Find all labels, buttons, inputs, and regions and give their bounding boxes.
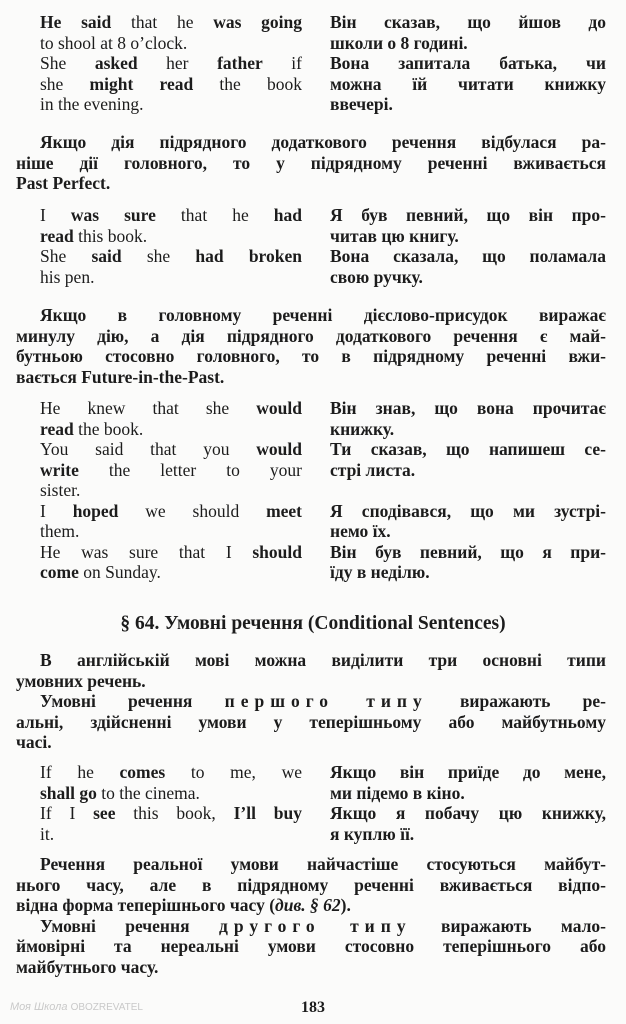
rule-paragraph	[16, 650, 606, 753]
bold-term: said	[81, 12, 112, 32]
english-examples	[40, 205, 302, 287]
bold-term: broken	[248, 246, 302, 266]
ukrainian-translations	[330, 398, 606, 583]
emphasized-term: типу	[366, 691, 428, 711]
bold-term: should	[252, 541, 302, 562]
text-line: ми підемо в кіно.	[330, 782, 465, 803]
text-line: If he comes to me, we	[40, 762, 302, 782]
emphasized-term: першого	[224, 691, 334, 711]
text-line: You said that you would	[40, 439, 302, 459]
text-line: ввечері.	[330, 94, 393, 114]
text-line: I hoped we should meet	[40, 500, 302, 521]
bold-term: meet	[266, 500, 302, 521]
bold-term: was	[70, 205, 100, 225]
bold-term: write	[40, 459, 79, 480]
english-examples	[40, 398, 302, 583]
text-line: sister.	[40, 480, 81, 500]
bold-term: going	[261, 12, 302, 32]
page-number: 183	[301, 999, 325, 1016]
text-line: Якщо дія підрядного додаткового речення відбулася ра-	[40, 132, 606, 152]
text-line: I was sure that he had	[40, 205, 302, 225]
text-line: Умовні речення першого типу виражають ре-	[40, 691, 606, 711]
bold-term: buy	[273, 803, 302, 823]
bold-term: shall	[40, 782, 76, 803]
section-heading: § 64. Умовні речення (Conditional Sentences)	[120, 613, 506, 634]
text-line: я куплю її.	[330, 823, 415, 844]
text-line: She asked her father if	[40, 53, 302, 73]
english-examples	[40, 762, 302, 844]
text-line: школи о 8 годині.	[330, 32, 468, 53]
bold-term: would	[256, 398, 302, 418]
text-line: to shool at 8 o’clock.	[40, 32, 188, 53]
text-line: ймовірні та нереальні умови стосовно теперішнього або	[16, 936, 606, 956]
watermark	[10, 1000, 143, 1015]
text-line: He was sure that I should	[40, 541, 302, 562]
bold-term: asked	[94, 53, 138, 73]
text-line: If I see this book, I’ll buy	[40, 803, 302, 823]
text-line: read the book.	[40, 418, 144, 439]
text-line: He knew that she would	[40, 398, 302, 418]
text-line: She said she had broken	[40, 246, 302, 266]
rule-paragraph	[16, 132, 606, 194]
bold-term: father	[217, 53, 263, 73]
cross-reference: див. § 62	[275, 895, 341, 915]
text-line: майбутнього часу.	[16, 956, 159, 977]
text-line: she might read the book	[40, 73, 302, 94]
bold-term: might	[89, 73, 134, 94]
text-line: минулу дію, а дія підрядного додаткового речення є май-	[16, 325, 606, 346]
bold-term: come	[40, 562, 79, 582]
watermark-brand: OBOZREVATEL	[70, 1002, 143, 1013]
text-line: shall go to the cinema.	[40, 782, 200, 803]
text-line: вається Future-in-the-Past.	[16, 366, 225, 387]
text-line: Я був певний, що він про-	[330, 205, 606, 225]
text-line: write the letter to your	[40, 459, 302, 480]
text-line: умовних речень.	[16, 670, 146, 691]
bold-term: He	[40, 12, 62, 32]
ukrainian-translations	[330, 762, 606, 844]
text-line: Якщо він приїде до мене,	[330, 762, 606, 782]
bold-term: read	[40, 418, 74, 439]
text-line: Якщо в головному реченні дієслово-присудок виражає	[40, 305, 606, 325]
ukrainian-translations	[330, 205, 606, 287]
text-line: read this book.	[40, 225, 148, 246]
text-line: немо їх.	[330, 521, 391, 541]
bold-term: comes	[119, 762, 166, 782]
text-line: it.	[40, 823, 55, 844]
bold-term: had	[195, 246, 224, 266]
text-line: нього часу, але в підрядному реченні вживається відпо-	[16, 874, 606, 895]
text-line: Вона запитала батька, чи	[330, 53, 606, 73]
bold-term: I’ll	[233, 803, 256, 823]
text-line	[330, 480, 606, 501]
bold-term: read	[40, 225, 74, 246]
text-line: Я сподівався, що ми зустрі-	[330, 500, 606, 521]
text-line: Ти сказав, що напишеш се-	[330, 439, 606, 459]
bold-term: would	[256, 439, 302, 459]
text-line: come on Sunday.	[40, 562, 161, 582]
bold-term: sure	[124, 205, 156, 225]
rule-paragraph	[16, 305, 606, 387]
text-line: їду в неділю.	[330, 562, 430, 582]
text-line: He said that he was going	[40, 12, 302, 32]
bold-term: said	[91, 246, 122, 266]
text-line: Речення реальної умови найчастіше стосуються майбут-	[40, 854, 606, 874]
text-line: Вона сказала, що поламала	[330, 246, 606, 266]
bold-term: had	[273, 205, 302, 225]
rule-paragraph	[16, 854, 606, 977]
english-examples	[40, 12, 302, 115]
text-line: читав цю книгу.	[330, 225, 459, 246]
text-line: свою ручку.	[330, 266, 423, 287]
text-line: часі.	[16, 732, 52, 752]
text-line: his pen.	[40, 266, 95, 287]
text-line: Past Perfect.	[16, 173, 111, 193]
text-line: стрі листа.	[330, 459, 416, 480]
text-line: Він був певний, що я при-	[330, 541, 606, 562]
text-line: Він знав, що вона прочитає	[330, 398, 606, 418]
text-line: in the evening.	[40, 94, 144, 114]
bold-term: see	[93, 803, 116, 823]
text-line: ніше дії головного, то у підрядному реченні вживається	[16, 152, 606, 173]
bold-term: was	[213, 12, 242, 32]
ukrainian-translations	[330, 12, 606, 115]
text-line: книжку.	[330, 418, 395, 439]
text-line: them.	[40, 521, 80, 541]
watermark-school: Моя Школа	[10, 1001, 68, 1013]
text-line: можна їй читати книжку	[330, 73, 606, 94]
text-line: Умовні речення другого типу виражають мало-	[40, 915, 606, 936]
text-line: відна форма теперішнього часу (див. § 62).	[16, 895, 351, 915]
emphasized-term: другого	[219, 915, 321, 936]
text-line: Якщо я побачу цю книжку,	[330, 803, 606, 823]
emphasized-term: типу	[350, 915, 412, 936]
text-line: бутньою стосовно головного, то в підрядному реченні вжи-	[16, 346, 606, 366]
text-line: Він сказав, що йшов до	[330, 12, 606, 32]
bold-term: hoped	[72, 500, 119, 521]
text-line: В англійській мові можна виділити три основні типи	[40, 650, 606, 670]
bold-term: read	[159, 73, 194, 94]
bold-term: go	[79, 782, 97, 803]
text-line: альні, здійсненні умови у теперішньому або майбутньому	[16, 711, 606, 732]
